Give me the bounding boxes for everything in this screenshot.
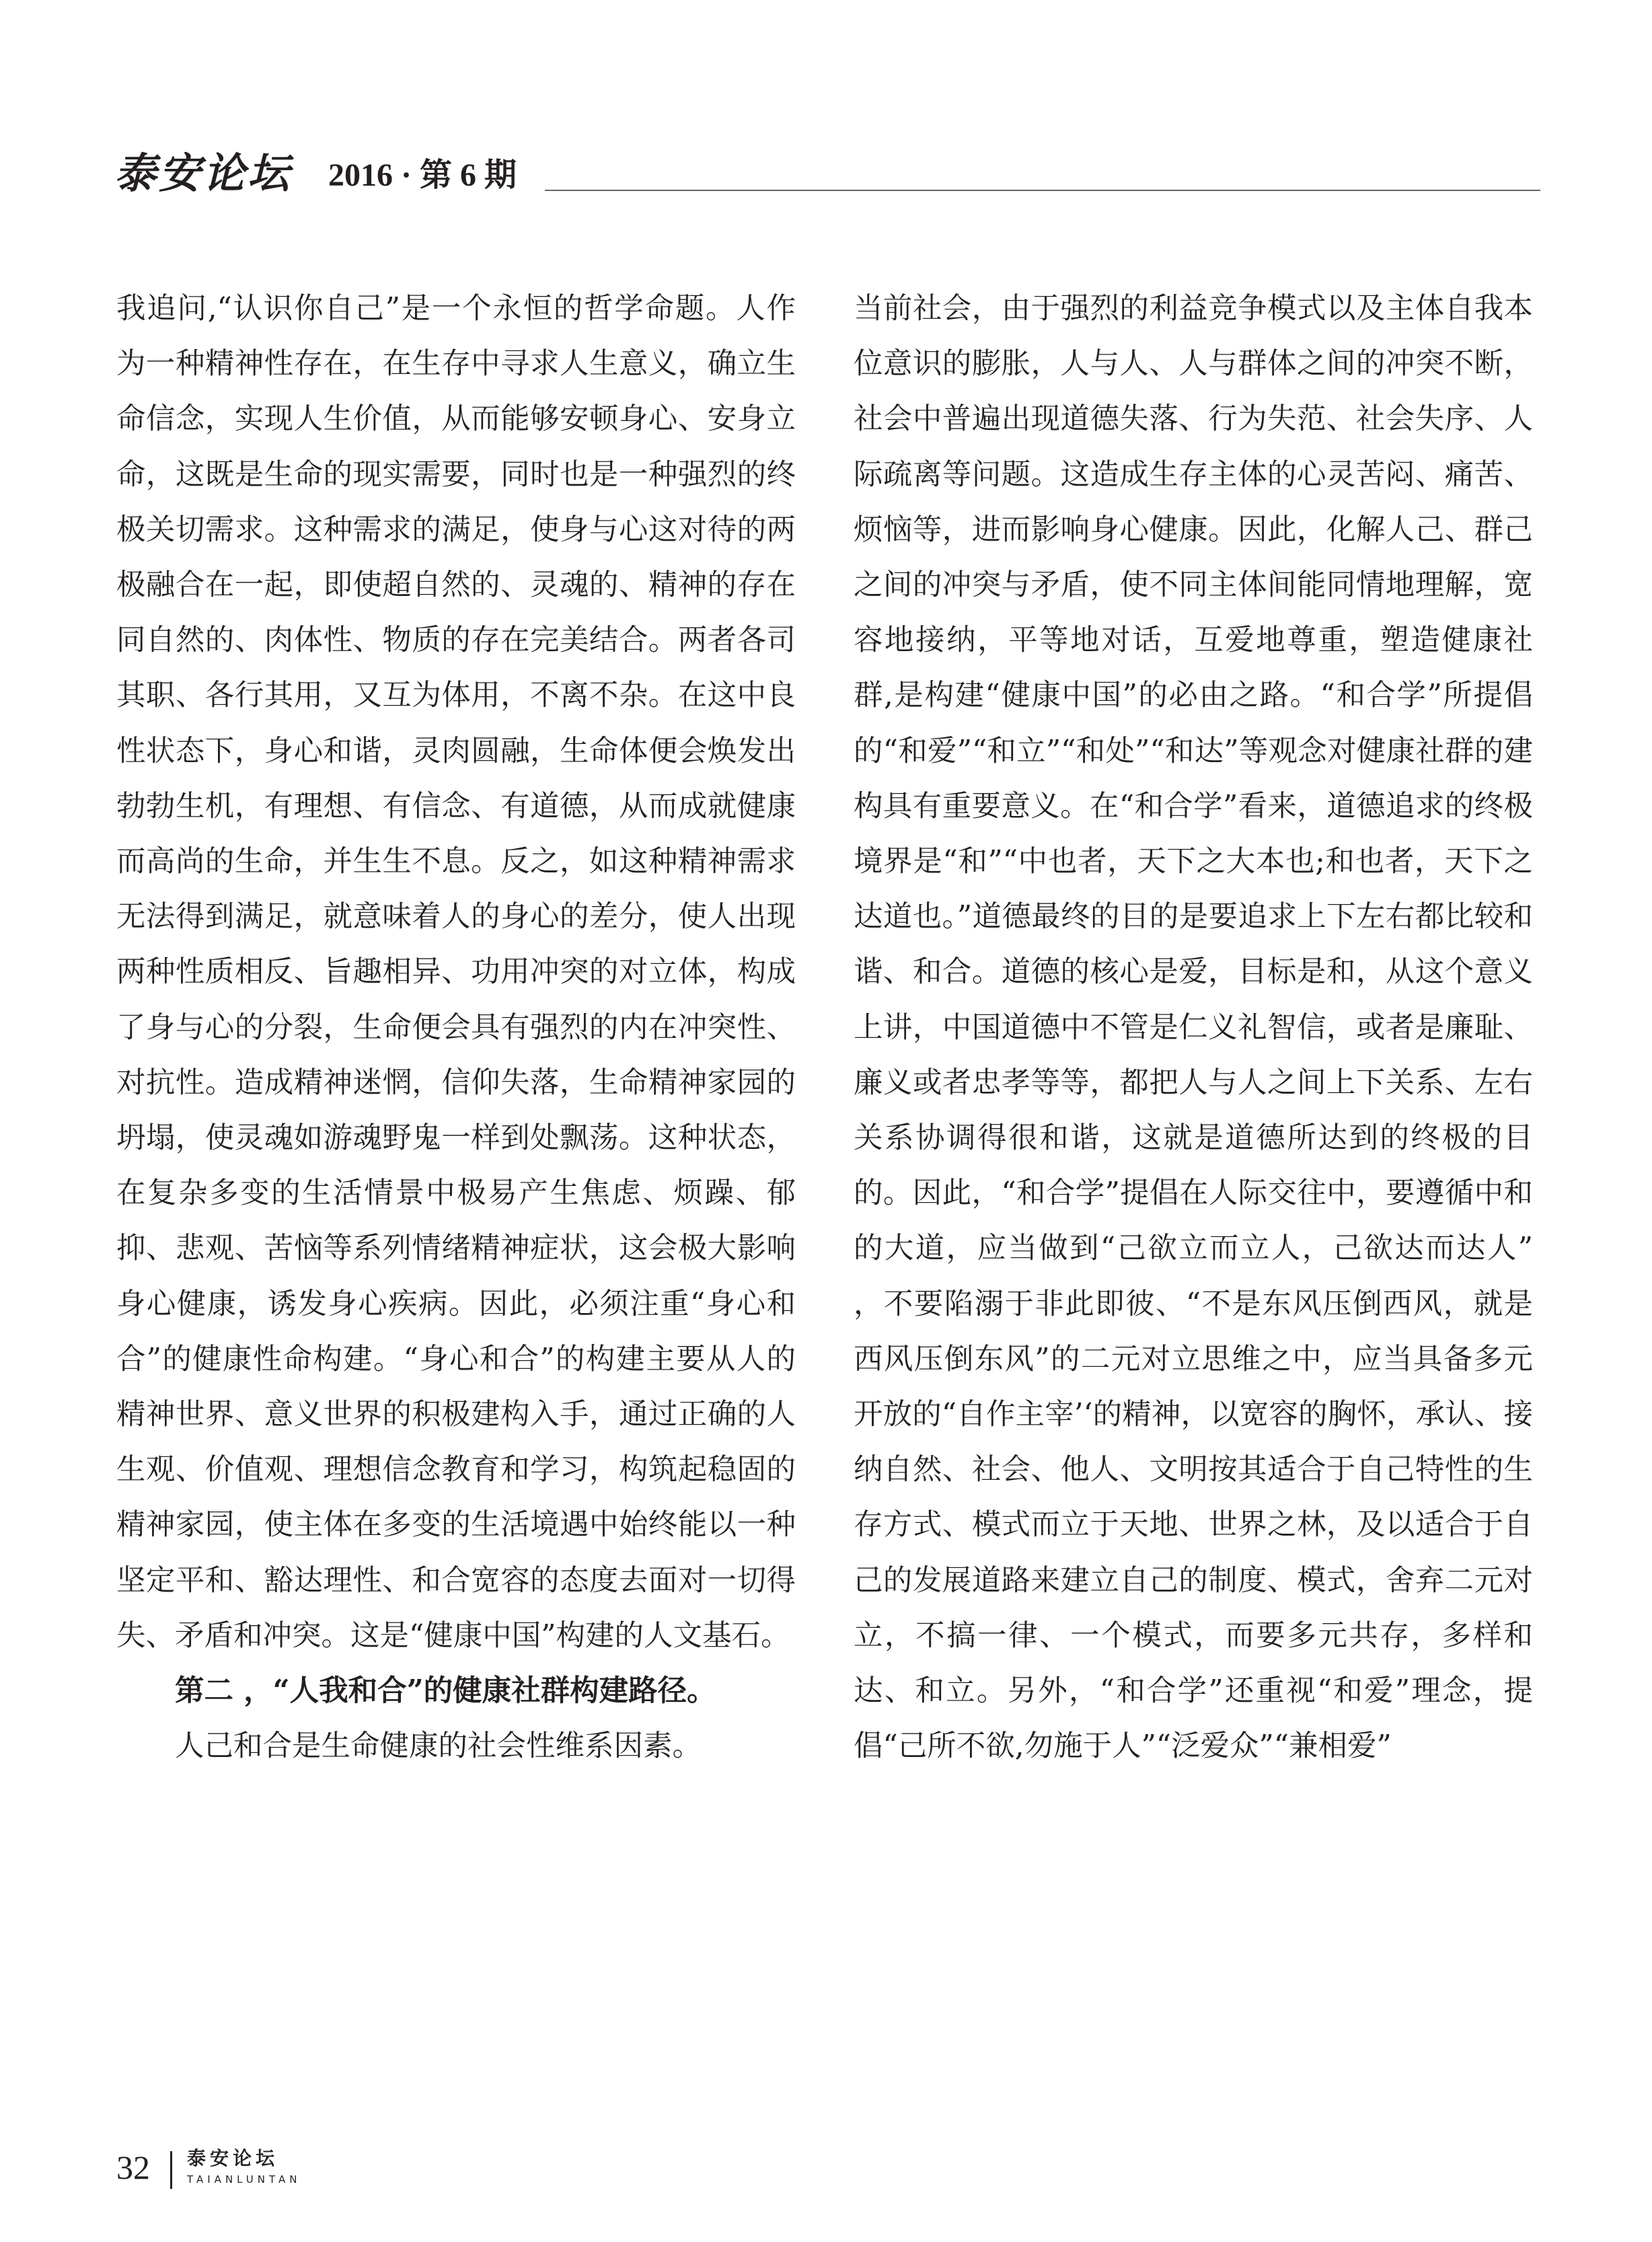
body-paragraph: 当前社会，由于强烈的利益竞争模式以及主体自我本位意识的膨胀，人与人、人与群体之间的冲突不断，社会中普遍出现道德失落、行为失范、社会失序、人际疏离等问题。这造成生存主体的心灵苦闷、痛苦、烦恼等，进而影响身心健康。因此，化解人己、群己之间的冲突与矛盾，使不同主体间能同情地理解，宽容地接纳，平等地对话，互爱地尊重，塑造健康社群,是构建“健康中国”的必由之路。“和合学”所提倡的“和爱”“和立”“和处”“和达”等观念对健康社群的建构具有重要意义。在“和合学”看来，道德追求的终极境界是“和”“中也者，天下之大本也;和也者，天下之达道也。”道德最终的目的是要追求上下左右都比较和谐、和合。道德的核心是爱，目标是和，从这个意义上讲，中国道德中不管是仁义礼智信，或者是廉耻、廉义或者忠孝等等，都把人与人之间上下关系、左右关系协调得很和谐，这就是道德所达到的终极的目的。因此，“和合学”提倡在人际交往中，要遵循中和的大道，应当做到“己欲立而立人，己欲达而达人” ，不要陷溺于非此即彼、“不是东风压倒西风，就是西风压倒东风”的二元对立思维之中，应当具备多元开放的“自作主宰’‘的精神，以宽容的胸怀，承认、接纳自然、社会、他人、文明按其适合于自己特性的生存方式、模式而立于天地、世界之林，及以适合于自己的发展道路来建立自己的制度、模式，舍弃二元对立，不搞一律、一个模式，而要多元共存，多样和达、和立。另外，“和合学”还重视“和爱”理念，提倡“己所不欲,勿施于人”“泛爱众”“兼相爱”	[854, 292, 1533, 1764]
page-footer	[116, 2147, 520, 2194]
body-paragraph: 人己和合是生命健康的社会性维系因素。	[175, 1729, 702, 1764]
page-header	[114, 147, 1540, 207]
left-column	[116, 281, 796, 1774]
section-heading: 第二 ，“人我和合”的健康社群构建路径。	[175, 1674, 716, 1709]
header-rule	[545, 190, 1540, 191]
issue-label: 2016 · 第 6 期	[328, 157, 517, 193]
footer-journal-pinyin: TAIANLUNTAN	[187, 2173, 301, 2185]
footer-journal-title: 泰安论坛	[187, 2147, 279, 2169]
footer-divider	[170, 2151, 172, 2189]
body-paragraph: 我追问,“认识你自己”是一个永恒的哲学命题。人作为一种精神性存在，在生存中寻求人生意义，确立生命信念，实现人生价值，从而能够安顿身心、安身立命，这既是生命的现实需要，同时也是一种强烈的终极关切需求。这种需求的满足，使身与心这对待的两极融合在一起，即使超自然的、灵魂的、精神的存在同自然的、肉体性、物质的存在完美结合。两者各司其职、各行其用，又互为体用，不离不杂。在这中良性状态下，身心和谐，灵肉圆融，生命体便会焕发出勃勃生机，有理想、有信念、有道德，从而成就健康而高尚的生命，并生生不息。反之，如这种精神需求无法得到满足，就意味着人的身心的差分，使人出现两种性质相反、旨趣相异、功用冲突的对立体，构成了身与心的分裂，生命便会具有强烈的内在冲突性、对抗性。造成精神迷惘，信仰失落，生命精神家园的坍塌，使灵魂如游魂野鬼一样到处飘荡。这种状态，在复杂多变的生活情景中极易产生焦虑、烦躁、郁抑、悲观、苦恼等系列情绪精神症状，这会极大影响身心健康，诱发身心疾病。因此，必须注重“身心和合”的健康性命构建。“身心和合”的构建主要从人的精神世界、意义世界的积极建构入手，通过正确的人生观、价值观、理想信念教育和学习，构筑起稳固的精神家园，使主体在多变的生活境遇中始终能以一种坚定平和、豁达理性、和合宽容的态度去面对一切得失、矛盾和冲突。这是“健康中国”构建的人文基石。	[116, 292, 796, 1653]
journal-masthead: 泰安论坛	[114, 149, 293, 198]
right-column	[854, 281, 1533, 1774]
page-number: 32	[116, 2148, 150, 2186]
